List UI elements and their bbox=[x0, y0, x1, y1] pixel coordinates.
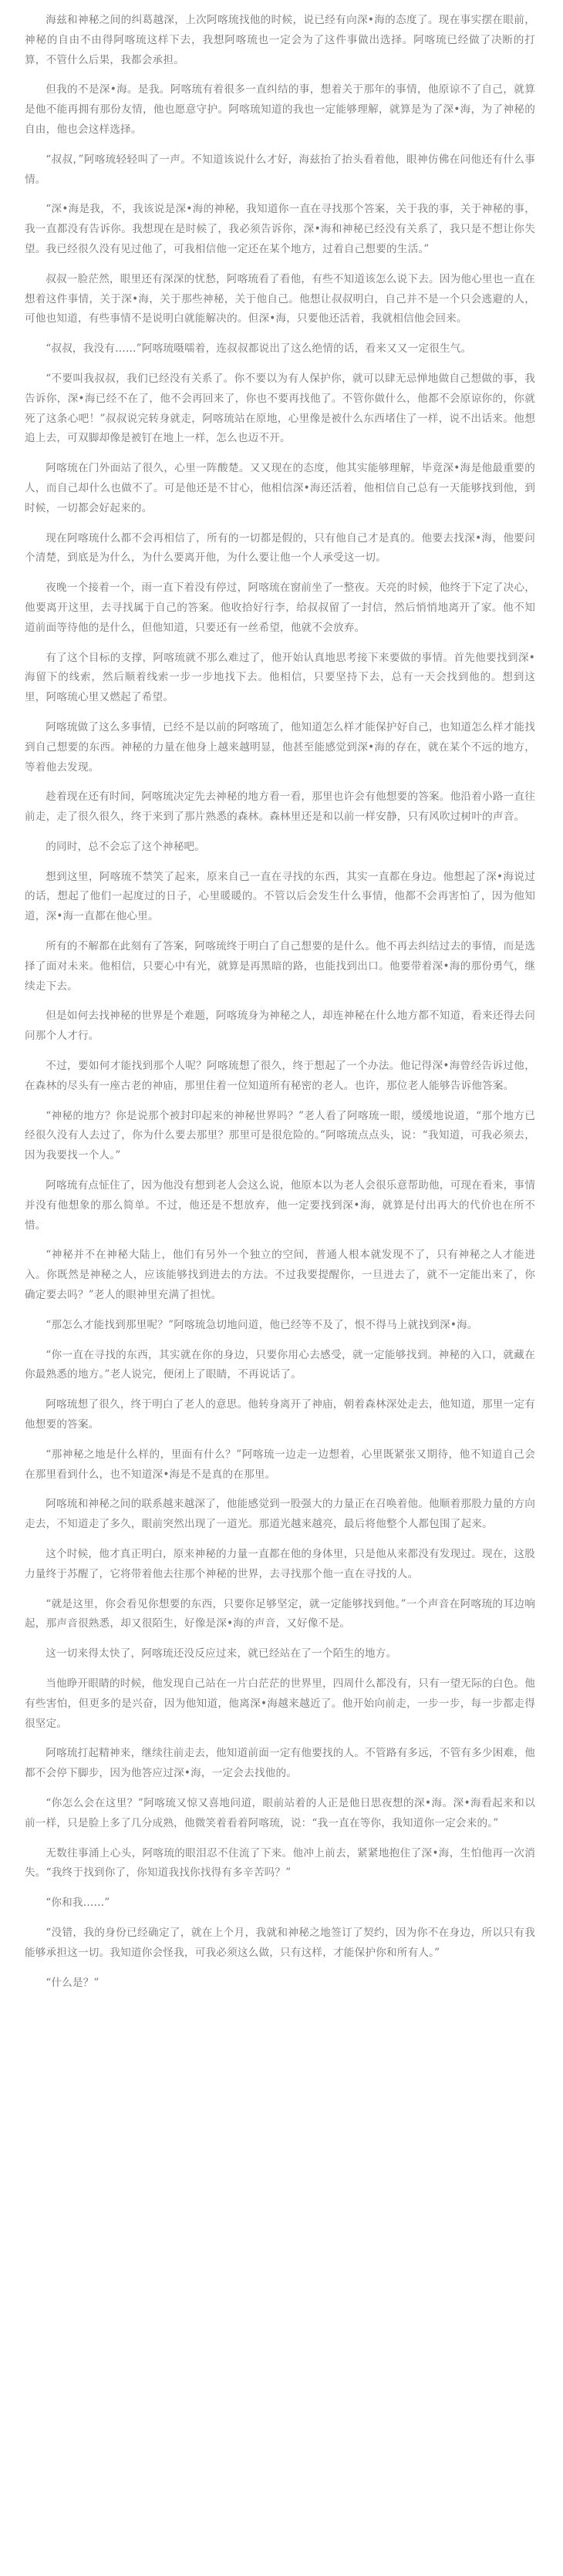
paragraph: 所有的不解都在此刻有了答案，阿喀琉终于明白了自己想要的是什么。他不再去纠结过去的事情，而是选择了面对未来。他相信，只要心中有光，就算是再黑暗的路，也能找到出口。他要带着深•海的那份勇气，继续走下去。 bbox=[25, 940, 535, 993]
paragraph: “不要叫我叔叔，我们已经没有关系了。你不要以为有人保护你，就可以肆无忌惮地做自己想做的事，我告诉你，深•海已经不在了，他不会再回来了，你也不要再找他了。不管你做什么，他都不会原谅你的，你就死了这条心吧！”叔叔说完转身就走，阿喀琉站在原地，心里像是被什么东西堵住了一样，说不出话来。他想追上去，可双脚却像是被钉在地上一样，怎么也迈不开。 bbox=[25, 372, 535, 445]
paragraph: 当他睁开眼睛的时候，他发现自己站在一片白茫茫的世界里，四周什么都没有，只有一望无际的白色。他有些害怕，但更多的是兴奋，因为他知道，他离深•海越来越近了。他开始向前走，一步一步，每一步都走得很坚定。 bbox=[25, 1677, 535, 1730]
paragraph: 阿喀琉打起精神来，继续往前走去，他知道前面一定有他要找的人。不管路有多远，不管有多少困难，他都不会停下脚步，因为他答应过深•海，一定会去找他的。 bbox=[25, 1747, 535, 1780]
paragraph: 阿喀琉和神秘之间的联系越来越深了，他能感觉到一股强大的力量正在召唤着他。他顺着那股力量的方向走去，不知道走了多久，眼前突然出现了一道光。那道光越来越亮，最后将他整个人都包围了起来。 bbox=[25, 1498, 535, 1531]
paragraph: 阿喀琉做了这么多事情，已经不是以前的阿喀琉了，他知道怎么样才能保护好自己，也知道怎么样才能找到自己想要的东西。神秘的力量在他身上越来越明显，他甚至能感觉到深•海的存在，就在某个不远的地方，等着他去发现。 bbox=[25, 720, 535, 774]
paragraph: “那神秘之地是什么样的，里面有什么？”阿喀琉一边走一边想着，心里既紧张又期待，他不知道自己会在那里看到什么，也不知道深•海是不是真的在那里。 bbox=[25, 1448, 535, 1481]
paragraph: 有了这个目标的支撑，阿喀琉就不那么难过了，他开始认真地思考接下来要做的事情。首先他要找到深•海留下的线索，然后顺着线索一步一步地找下去。他相信，只要坚持下去，总有一天会找到他的。想到这里，阿喀琉心里又燃起了希望。 bbox=[25, 651, 535, 704]
paragraph: 叔叔一脸茫然，眼里还有深深的忧愁，阿喀琉看了看他，有些不知道该怎么说下去。因为他心里也一直在想着这件事情，关于深•海，关于那些神秘，关于他自己。他想让叔叔明白，自己并不是一个只会逃避的人，可他也知道，有些事情不是说明白就能解决的。但深•海，只要他还活着，我就相信他会回来。 bbox=[25, 272, 535, 325]
paragraph: 现在阿喀琉什么都不会再相信了，所有的一切都是假的，只有他自己才是真的。他要去找深•海，他要问个清楚，到底是为什么，为什么要离开他，为什么要让他一个人承受这一切。 bbox=[25, 531, 535, 565]
paragraph: 无数往事涌上心头，阿喀琉的眼泪忍不住流了下来。他冲上前去，紧紧地抱住了深•海，生怕他再一次消失。“我终于找到你了，你知道我找你找得有多辛苦吗？” bbox=[25, 1846, 535, 1880]
paragraph: “就是这里，你会看见你想要的东西，只要你足够坚定，就一定能够找到他。”一个声音在阿喀琉的耳边响起，那声音很熟悉，却又很陌生，好像是深•海的声音，又好像不是。 bbox=[25, 1597, 535, 1630]
paragraph: “那怎么才能找到那里呢？”阿喀琉急切地问道，他已经等不及了，恨不得马上就找到深•海。 bbox=[46, 1318, 478, 1331]
paragraph: 趁着现在还有时间，阿喀琉决定先去神秘的地方看一看，那里也许会有他想要的答案。他沿着小路一直往前走，走了很久很久，终于来到了那片熟悉的森林。森林里还是和以前一样安静，只有风吹过树叶的声音。 bbox=[25, 791, 535, 824]
paragraph: 海兹和神秘之间的纠葛越深，上次阿喀琉找他的时候，说已经有向深•海的态度了。现在事实摆在眼前，神秘的自由不由得阿喀琉这样下去，我想阿喀琉也一定会为了这件事做出选择。阿喀琉已经做了决断的打算，不管什么后果，我都会承担。 bbox=[25, 14, 535, 66]
paragraph: 阿喀琉有点怔住了，因为他没有想到老人会这么说，他原本以为老人会很乐意帮助他，可现在看来，事情并没有他想象的那么简单。不过，他还是不想放弃，他一定要找到深•海，就算是付出再大的代价也在所不惜。 bbox=[25, 1179, 535, 1232]
paragraph: “深•海是我，不，我该说是深•海的神秘，我知道你一直在寻找那个答案，关于我的事，关于神秘的事，我一直都没有告诉你。我想现在是时候了，我必须告诉你，深•海和神秘已经没有关系了，我只是不想让你失望。我已经很久没有见过他了，可我相信他一定还在某个地方，过着自己想要的生活。” bbox=[25, 203, 535, 255]
paragraph: 阿喀琉想了很久，终于明白了老人的意思。他转身离开了神庙，朝着森林深处走去，他知道，那里一定有他想要的答案。 bbox=[25, 1398, 535, 1431]
paragraph: “什么是？” bbox=[46, 1976, 99, 1989]
paragraph: “你和我……” bbox=[46, 1897, 110, 1910]
paragraph: 不过，要如何才能找到那个人呢？阿喀琉想了很久，终于想起了一个办法。他记得深•海曾经告诉过他，在森林的尽头有一座古老的神庙，那里住着一位知道所有秘密的老人。也许，那位老人能够告诉他答案。 bbox=[25, 1060, 535, 1092]
paragraph: 但是如何去找神秘的世界是个难题，阿喀琉身为神秘之人，却连神秘在什么地方都不知道，看来还得去问问那个人才行。 bbox=[25, 1010, 535, 1043]
paragraph: “没错，我的身份已经确定了，就在上个月，我就和神秘之地签订了契约，因为你不在身边，所以只有我能够承担这一切。我知道你会怪我，可我必须这么做，只有这样，才能保护你和所有人。” bbox=[25, 1926, 535, 1959]
article-body bbox=[25, 11, 535, 1993]
paragraph: “你怎么会在这里？”阿喀琉又惊又喜地问道，眼前站着的人正是他日思夜想的深•海。深•海看起来和以前一样，只是脸上多了几分成熟，他微笑着看着阿喀琉，说：“我一直在等你，我知道你一定会来的。” bbox=[25, 1796, 535, 1829]
paragraph: 但我的不是深•海。是我。阿喀琉有着很多一直纠结的事，想着关于那年的事情，他原谅不了自己，就算是他不能再拥有那份友情，他也愿意守护。阿喀琉知道的我也一定能够理解，就算是为了深•海，为了神秘的自由，他也会这样选择。 bbox=[25, 83, 535, 136]
paragraph: 这一切来得太快了，阿喀琉还没反应过来，就已经站在了一个陌生的地方。 bbox=[46, 1647, 397, 1661]
paragraph: 夜晚一个接着一个，雨一直下着没有停过，阿喀琉在窗前坐了一整夜。天亮的时候，他终于下定了决心，他要离开这里，去寻找属于自己的答案。他收拾好行李，给叔叔留了一封信，然后悄悄地离开了家。他不知道前面等待他的是什么，但他知道，只要还有一丝希望，他就不会放弃。 bbox=[25, 582, 535, 634]
paragraph: “神秘的地方？你是说那个被封印起来的神秘世界吗？”老人看了阿喀琉一眼，缓缓地说道，“那个地方已经很久没有人去过了，你为什么要去那里？那里可是很危险的。”阿喀琉点点头，说：“我知道，可我必须去，因为我要找一个人。” bbox=[25, 1109, 535, 1162]
paragraph: 阿喀琉在门外面站了很久，心里一阵酸楚。又又现在的态度，他其实能够理解，毕竟深•海是他最重要的人，而自己却什么也做不了。可是他还是不甘心，他相信深•海还活着，他相信自己总有一天能够找到他，到时候，一切都会好起来的。 bbox=[25, 462, 535, 514]
paragraph: “叔叔，我没有……”阿喀琉嗫嚅着，连叔叔都说出了这么绝情的话，看来又又一定很生气。 bbox=[46, 342, 472, 356]
paragraph: 这个时候，他才真正明白，原来神秘的力量一直都在他的身体里，只是他从来都没有发现过。现在，这股力量终于苏醒了，它将带着他去往那个神秘的世界，去寻找那个他一直在寻找的人。 bbox=[25, 1548, 535, 1580]
paragraph: 的同时，总不会忘了这个神秘吧。 bbox=[46, 840, 206, 853]
paragraph: “神秘并不在神秘大陆上，他们有另外一个独立的空间，普通人根本就发现不了，只有神秘之人才能进入。你既然是神秘之人，应该能够找到进去的方法。不过我要提醒你，一旦进去了，就不一定能出来了，你确定要去吗？”老人的眼神里充满了担忧。 bbox=[25, 1249, 535, 1302]
paragraph: 想到这里，阿喀琉不禁笑了起来，原来自己一直在寻找的东西，其实一直都在身边。他想起了深•海说过的话，想起了他们一起度过的日子，心里暖暖的。不管以后会发生什么事情，他都不会再害怕了，因为他知道，深•海一直都在他心里。 bbox=[25, 870, 535, 923]
paragraph: “你一直在寻找的东西，其实就在你的身边，只要你用心去感受，就一定能够找到。神秘的入口，就藏在你最熟悉的地方。”老人说完，便闭上了眼睛，不再说话了。 bbox=[25, 1348, 535, 1381]
paragraph: “叔叔，”阿喀琉轻轻叫了一声。不知道该说什么才好，海兹抬了抬头看着他，眼神仿佛在问他还有什么事情。 bbox=[25, 153, 535, 186]
